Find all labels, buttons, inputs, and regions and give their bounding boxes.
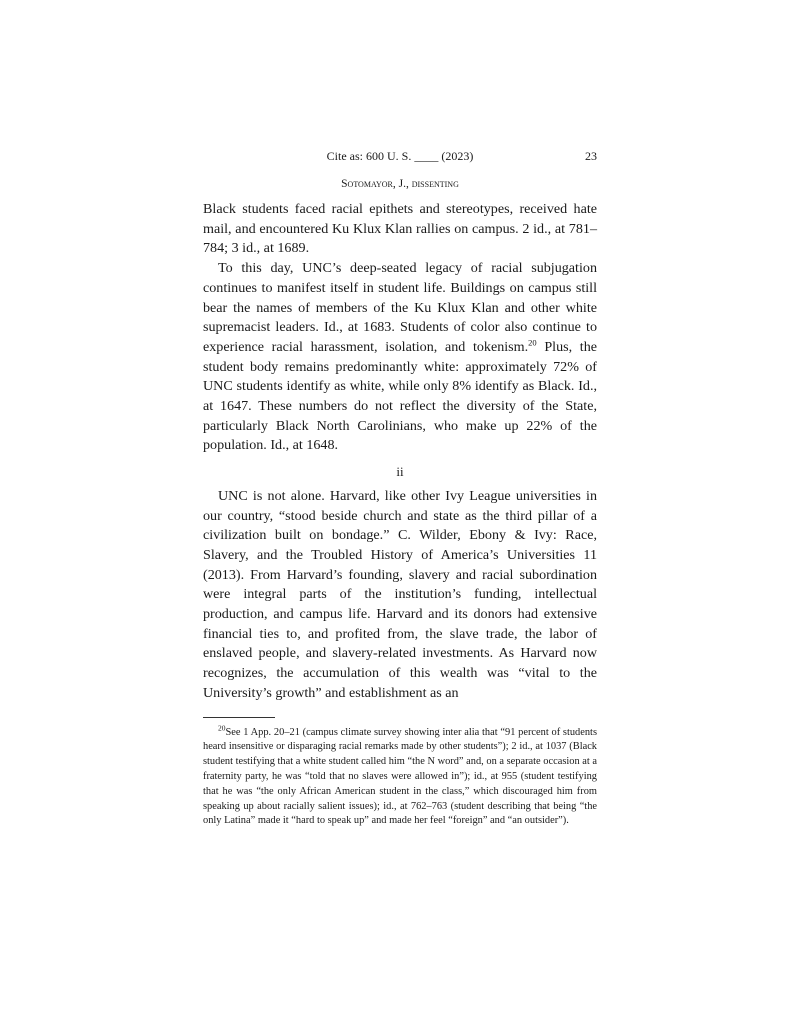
citation-header: Cite as: 600 U. S. ____ (2023) [326,149,474,163]
opinion-body [203,200,597,704]
paragraph-3: UNC is not alone. Harvard, like other Ivy League universities in our country, “stood beside church and state as the third pillar of a civilization built on bondage.” C. Wilder, Ebony & Ivy: Race, Slavery, and the Troubled History of America’s Universities 11 (2013). From Harvard’s founding, slavery and racial subordination were integral parts of the institution’s funding, intellectual production, and campus life. Harvard and its donors had extensive financial ties to, and profited from, the slave trade, the labor of enslaved people, and slavery-related investments. As Harvard now recognizes, the accumulation of this wealth was “vital to the University’s growth” and establishment as an [203,487,597,701]
paragraph-2-text-b: Plus, the student body remains predominantly white: approximately 72% of UNC students identify as white, while only 8% identify as Black. Id., at 1647. These numbers do not reflect the diversity of the State, particularly Black North Carolinians, who make up 22% of the population. Id., at 1648. [203,338,597,454]
footnote-marker: 20 [218,723,226,733]
footnote-ref-20[interactable]: 20 [528,337,537,348]
section-heading-ii: ii [396,464,404,480]
footnote-text: See 1 App. 20–21 (campus climate survey showing inter alia that “91 percent of students heard insensitive or disparaging racial remarks made by other students”); 2 id., at 1037 (Black student testifying that a white student called him “the N word” and, on a separate occasion at a fraternity party, he was “told that no slaves were allowed in”); id., at 955 (student testifying that he was “the only African American student in the class,” which discouraged him from speaking up about racially salient issues); id., at 762–763 (student describing that being “the only Latina” made it “hard to speak up” and made her feel “foreign” and “an outsider”). [203,726,597,827]
opinion-page [203,146,597,829]
paragraph-1: Black students faced racial epithets and stereotypes, received hate mail, and encountered Ku Klux Klan rallies on campus. 2 id., at 781–784; 3 id., at 1689. [203,201,597,257]
opinion-author-line: Sotomayor, J., dissenting [341,178,459,190]
paragraph-2 [203,259,597,456]
footnote-divider [203,717,275,718]
footnote-20 [203,723,597,830]
paragraph-2-text-a: To this day, UNC’s deep-seated legacy of racial subjugation continues to manifest itself in student life. Buildings on campus still bear the names of members of the Ku Klux Klan and other white supremacist leaders. Id., at 1683. Students of color also continue to experience racial harassment, isolation, and tokenism. [203,260,597,355]
running-header [203,146,597,166]
page-number: 23 [585,149,597,163]
